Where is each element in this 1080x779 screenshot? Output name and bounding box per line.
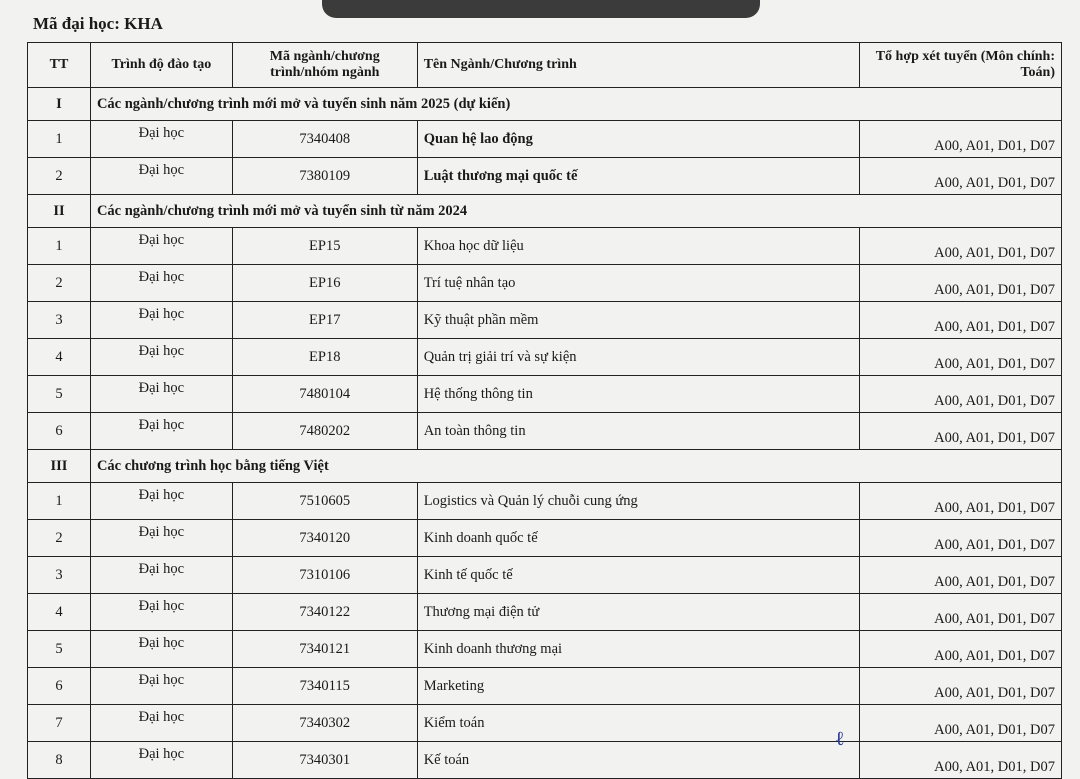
- program-code: 7340121: [232, 631, 417, 668]
- program-code: 7510605: [232, 483, 417, 520]
- row-number: 4: [28, 594, 91, 631]
- program-code: EP17: [232, 302, 417, 339]
- program-name: Kiểm toán: [417, 705, 860, 742]
- program-code: 7340302: [232, 705, 417, 742]
- training-level: Đại học: [90, 631, 232, 668]
- program-name: Khoa học dữ liệu: [417, 228, 860, 265]
- section-row: [28, 88, 1062, 121]
- table-row: [28, 668, 1062, 705]
- table-row: [28, 228, 1062, 265]
- training-level: Đại học: [90, 668, 232, 705]
- training-level: Đại học: [90, 158, 232, 195]
- program-name: Quản trị giải trí và sự kiện: [417, 339, 860, 376]
- row-number: 3: [28, 557, 91, 594]
- signature-mark: ℓ: [835, 728, 845, 750]
- subject-combination: A00, A01, D01, D07: [860, 265, 1062, 302]
- subject-combination: A00, A01, D01, D07: [860, 376, 1062, 413]
- header-subject-combo: Tổ hợp xét tuyển (Môn chính: Toán): [860, 43, 1062, 88]
- row-number: 6: [28, 413, 91, 450]
- training-level: Đại học: [90, 483, 232, 520]
- training-level: Đại học: [90, 557, 232, 594]
- subject-combination: A00, A01, D01, D07: [860, 668, 1062, 705]
- program-name: Hệ thống thông tin: [417, 376, 860, 413]
- program-code: 7310106: [232, 557, 417, 594]
- subject-combination: A00, A01, D01, D07: [860, 483, 1062, 520]
- subject-combination: A00, A01, D01, D07: [860, 631, 1062, 668]
- table-row: [28, 557, 1062, 594]
- table-row: [28, 265, 1062, 302]
- header-program-name: Tên Ngành/Chương trình: [417, 43, 860, 88]
- row-number: 2: [28, 158, 91, 195]
- subject-combination: A00, A01, D01, D07: [860, 520, 1062, 557]
- row-number: 1: [28, 483, 91, 520]
- program-code: 7340120: [232, 520, 417, 557]
- program-name: Kế toán: [417, 742, 860, 779]
- program-code: 7380109: [232, 158, 417, 195]
- program-name: Kinh doanh thương mại: [417, 631, 860, 668]
- subject-combination: A00, A01, D01, D07: [860, 413, 1062, 450]
- admissions-table: [27, 42, 1062, 779]
- table-row: [28, 520, 1062, 557]
- subject-combination: A00, A01, D01, D07: [860, 158, 1062, 195]
- section-title: Các ngành/chương trình mới mở và tuyển sinh năm 2025 (dự kiến): [90, 88, 1061, 121]
- subject-combination: A00, A01, D01, D07: [860, 339, 1062, 376]
- program-code: 7340408: [232, 121, 417, 158]
- table-row: [28, 376, 1062, 413]
- training-level: Đại học: [90, 302, 232, 339]
- subject-combination: A00, A01, D01, D07: [860, 742, 1062, 779]
- subject-combination: A00, A01, D01, D07: [860, 228, 1062, 265]
- program-name: An toàn thông tin: [417, 413, 860, 450]
- program-code: 7480104: [232, 376, 417, 413]
- subject-combination: A00, A01, D01, D07: [860, 302, 1062, 339]
- header-code: Mã ngành/chương trình/nhóm ngành: [232, 43, 417, 88]
- section-number: II: [28, 195, 91, 228]
- header-level: Trình độ đào tạo: [90, 43, 232, 88]
- program-code: EP16: [232, 265, 417, 302]
- section-row: [28, 450, 1062, 483]
- table-row: [28, 631, 1062, 668]
- program-code: EP15: [232, 228, 417, 265]
- section-title: Các ngành/chương trình mới mở và tuyển sinh từ năm 2024: [90, 195, 1061, 228]
- program-code: 7340115: [232, 668, 417, 705]
- training-level: Đại học: [90, 339, 232, 376]
- table-row: [28, 121, 1062, 158]
- subject-combination: A00, A01, D01, D07: [860, 121, 1062, 158]
- table-row: [28, 339, 1062, 376]
- training-level: Đại học: [90, 520, 232, 557]
- program-name: Trí tuệ nhân tạo: [417, 265, 860, 302]
- training-level: Đại học: [90, 228, 232, 265]
- program-name: Kỹ thuật phần mềm: [417, 302, 860, 339]
- training-level: Đại học: [90, 121, 232, 158]
- row-number: 3: [28, 302, 91, 339]
- row-number: 7: [28, 705, 91, 742]
- row-number: 2: [28, 520, 91, 557]
- training-level: Đại học: [90, 705, 232, 742]
- program-code: 7340122: [232, 594, 417, 631]
- section-row: [28, 195, 1062, 228]
- program-name: Logistics và Quản lý chuỗi cung ứng: [417, 483, 860, 520]
- section-number: III: [28, 450, 91, 483]
- program-name: Quan hệ lao động: [417, 121, 860, 158]
- subject-combination: A00, A01, D01, D07: [860, 594, 1062, 631]
- header-tt: TT: [28, 43, 91, 88]
- training-level: Đại học: [90, 376, 232, 413]
- table-row: [28, 483, 1062, 520]
- section-title: Các chương trình học bằng tiếng Việt: [90, 450, 1061, 483]
- section-number: I: [28, 88, 91, 121]
- table-row: [28, 413, 1062, 450]
- row-number: 4: [28, 339, 91, 376]
- table-row: [28, 594, 1062, 631]
- table-row: [28, 742, 1062, 779]
- screen-notch-overlay: [322, 0, 760, 18]
- program-name: Luật thương mại quốc tế: [417, 158, 860, 195]
- row-number: 8: [28, 742, 91, 779]
- subject-combination: A00, A01, D01, D07: [860, 705, 1062, 742]
- table-header-row: [28, 43, 1062, 88]
- program-code: 7340301: [232, 742, 417, 779]
- program-name: Kinh doanh quốc tế: [417, 520, 860, 557]
- row-number: 2: [28, 265, 91, 302]
- training-level: Đại học: [90, 413, 232, 450]
- table-row: [28, 705, 1062, 742]
- training-level: Đại học: [90, 594, 232, 631]
- program-code: 7480202: [232, 413, 417, 450]
- row-number: 5: [28, 631, 91, 668]
- program-name: Kinh tế quốc tế: [417, 557, 860, 594]
- program-name: Thương mại điện tử: [417, 594, 860, 631]
- document-title: Mã đại học: KHA: [33, 14, 163, 33]
- row-number: 1: [28, 121, 91, 158]
- training-level: Đại học: [90, 742, 232, 779]
- row-number: 1: [28, 228, 91, 265]
- subject-combination: A00, A01, D01, D07: [860, 557, 1062, 594]
- table-row: [28, 302, 1062, 339]
- table-row: [28, 158, 1062, 195]
- row-number: 5: [28, 376, 91, 413]
- row-number: 6: [28, 668, 91, 705]
- training-level: Đại học: [90, 265, 232, 302]
- program-code: EP18: [232, 339, 417, 376]
- program-name: Marketing: [417, 668, 860, 705]
